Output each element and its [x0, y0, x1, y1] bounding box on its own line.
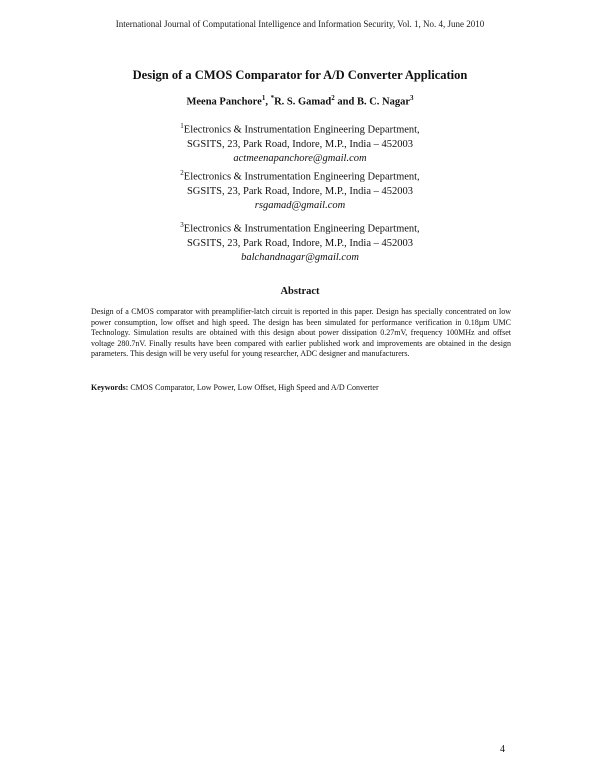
affiliation-superscript: 3	[180, 221, 184, 229]
affiliation-address: SGSITS, 23, Park Road, Indore, M.P., India – 452003	[186, 185, 414, 197]
affiliation-block	[0, 166, 600, 213]
author-list	[0, 94, 600, 108]
affiliation-department	[0, 218, 600, 237]
author-superscript: 3	[410, 94, 414, 102]
author-separator: and	[334, 96, 357, 108]
affiliation-address: SGSITS, 23, Park Road, Indore, M.P., India – 452003	[186, 138, 414, 150]
author-name: B. C. Nagar	[356, 96, 411, 108]
author-separator: ,	[265, 96, 271, 108]
affiliation-email: actmeenapanchore@gmail.com	[233, 152, 367, 164]
affiliation-email: balchandnagar@gmail.com	[241, 251, 359, 263]
affiliation-superscript: 1	[180, 122, 184, 130]
running-head: International Journal of Computational Intelligence and Information Security, Vol. 1, No. 4, June 2010	[115, 19, 485, 29]
affiliation-department	[0, 166, 600, 185]
page-number: 4	[500, 744, 505, 755]
keywords-label: Keywords:	[91, 383, 129, 392]
corresponding-author-mark: *	[270, 94, 275, 102]
department-text: Electronics & Instrumentation Engineering Department,	[183, 124, 420, 136]
affiliation-email: rsgamad@gmail.com	[254, 199, 346, 211]
author-superscript: 2	[331, 94, 335, 102]
affiliation-block	[0, 119, 600, 166]
author-name: Meena Panchore	[186, 96, 262, 108]
keywords-text: CMOS Comparator, Low Power, Low Offset, High Speed and A/D Converter	[128, 383, 379, 392]
author-superscript: 1	[261, 94, 266, 102]
department-text: Electronics & Instrumentation Engineering Department,	[183, 171, 420, 183]
affiliation-address: SGSITS, 23, Park Road, Indore, M.P., India – 452003	[186, 237, 414, 249]
affiliation-superscript: 2	[180, 169, 184, 177]
affiliation-department	[0, 119, 600, 138]
affiliation-block	[0, 218, 600, 265]
paper-title: Design of a CMOS Comparator for A/D Converter Application	[132, 68, 468, 82]
abstract-body: Design of a CMOS comparator with preamplifier-latch circuit is reported in this paper. Design has specially concentrated on low power consumption, low offset and high speed. The design has been simulated for performance verification in 0.18µm UMC Technology. Simulation results are obtained with this design about power dissipation 0.27mV, frequency 100MHz and offset voltage 280.7nV. Finally results have been compared with earlier published work and improvements are obtained in the design parameters. This design will be very useful for young researcher, ADC designer and manufacturers.	[91, 307, 511, 358]
department-text: Electronics & Instrumentation Engineering Department,	[183, 223, 420, 235]
author-name: R. S. Gamad	[274, 96, 332, 108]
abstract-heading: Abstract	[280, 286, 320, 297]
keywords-line	[91, 383, 511, 394]
